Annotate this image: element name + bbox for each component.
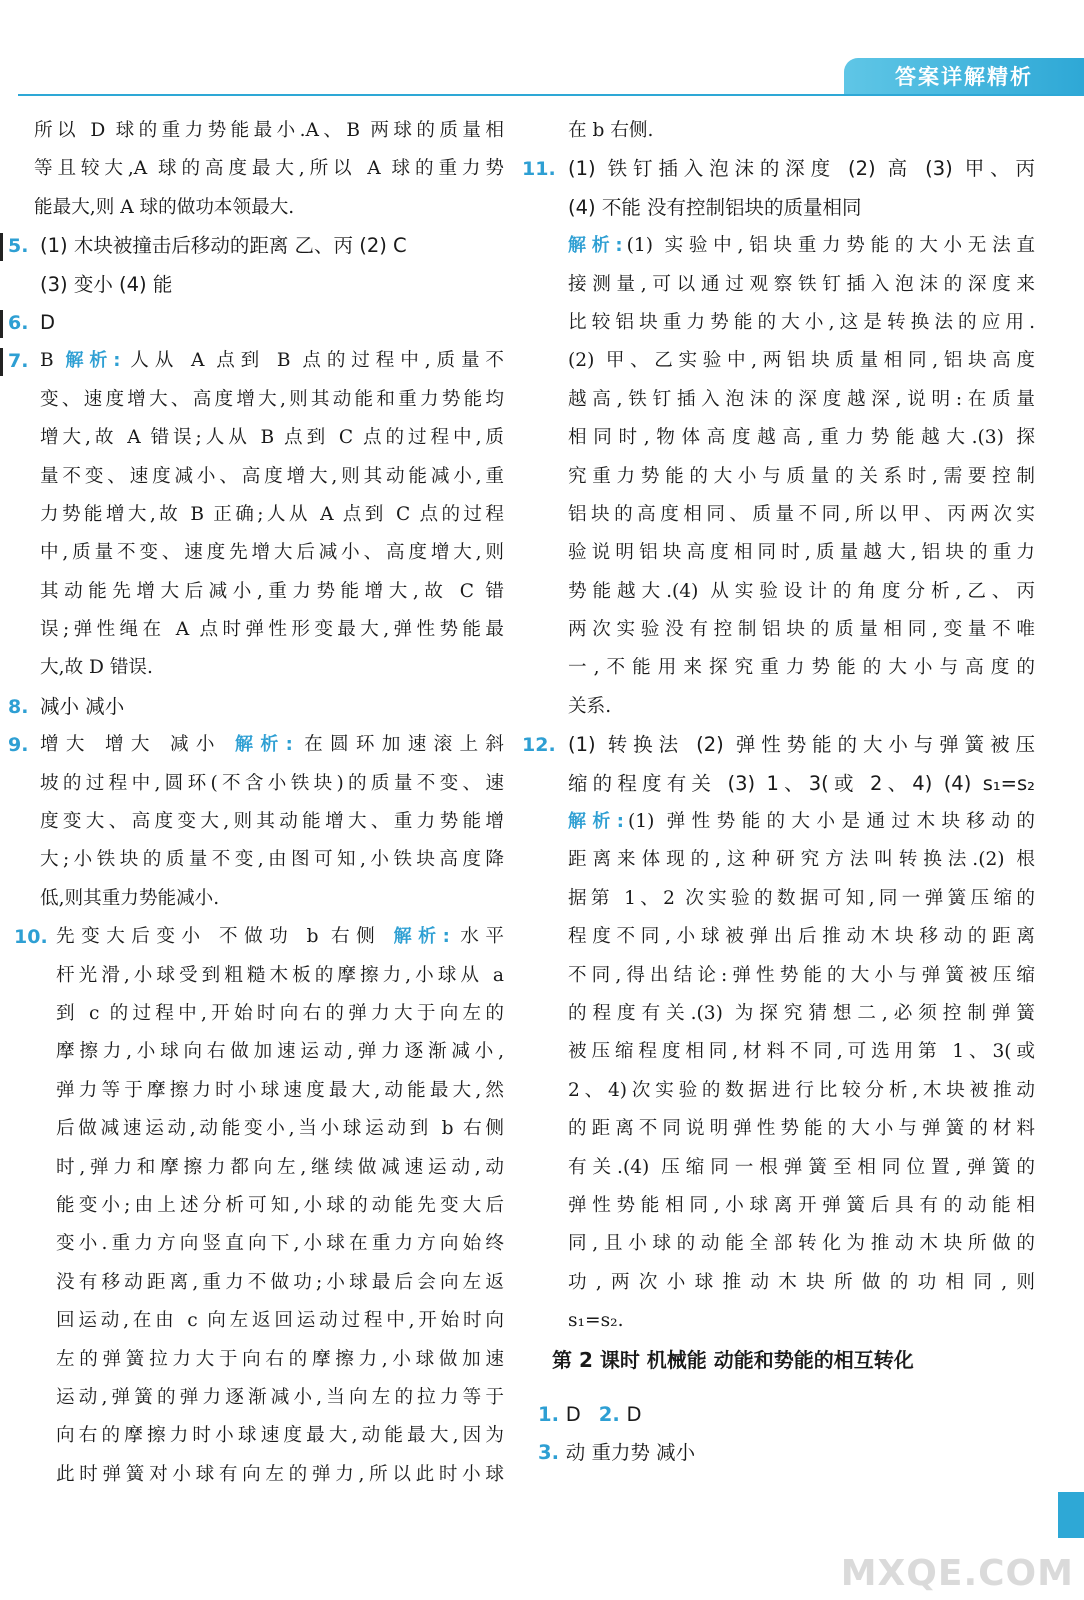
text-line: 力势能增大,故 B 正确;人从 A 点到 C 点的过程: [40, 503, 504, 525]
text-line: 的程度有关.(3) 为探究猜想二,必须控制弹簧: [568, 1002, 1035, 1024]
question-number: 1.: [538, 1403, 566, 1426]
text-line: 接测量,可以通过观察铁钉插入泡沫的深度来: [568, 273, 1035, 295]
text-line: (1) 转换法 (2) 弹性势能的大小与弹簧被压: [568, 733, 1035, 757]
text-line: 变小.重力方向竖直向下,小球在重力方向始终: [56, 1233, 504, 1255]
text-line: 功,两次小球推动木块所做的功相同,则: [568, 1271, 1035, 1293]
text-line: 其动能先增大后减小,重力势能增大,故 C 错: [40, 580, 504, 602]
question-number: 11.: [522, 158, 556, 181]
analysis-tag: 解析:: [568, 811, 624, 833]
text-line: 势能越大.(4) 从实验设计的角度分析,乙、丙: [568, 580, 1035, 602]
text-line: 比较铝块重力势能的大小,这是转换法的应用.: [568, 311, 1035, 333]
text-line: 解析: (1) 弹性势能的大小是通过木块移动的: [568, 811, 1035, 833]
text-line: (1) 木块被撞击后移动的距离 乙、丙 (2) C: [40, 234, 407, 258]
text-line: 减小 减小: [40, 694, 125, 718]
question-number: 2.: [598, 1403, 627, 1426]
answer-entry: [522, 150, 1035, 726]
text-line: 回运动,在由 c 向左返回运动过程中,开始时向: [56, 1310, 504, 1332]
answer-entry: [522, 726, 1035, 1340]
text-line: 等且较大,A 球的高度最大,所以 A 球的重力势: [34, 158, 504, 180]
header-tab: 答案详解精析: [844, 58, 1084, 94]
answer-entry: [8, 726, 504, 918]
margin-mark: [0, 233, 3, 261]
answer-entry: [8, 227, 504, 304]
text-line: 量不变、速度减小、高度增大,则其动能减小,重: [40, 465, 504, 487]
text-line: 铝块的高度相同、质量不同,所以甲、丙两次实: [568, 503, 1035, 525]
margin-mark: [0, 348, 3, 376]
answer-entry: [8, 688, 504, 726]
text-line: D: [40, 310, 56, 334]
question-number: 9.: [8, 734, 29, 757]
text-line: 所以 D 球的重力势能最小.A、B 两球的质量相: [34, 120, 504, 141]
answer-entry: [8, 304, 504, 342]
header-rule: [18, 94, 1084, 96]
text-line: 距离来体现的,这种研究方法叫转换法.(2) 根: [568, 849, 1035, 871]
right-column: [522, 112, 1035, 1341]
text-line: 杆光滑,小球受到粗糙木板的摩擦力,小球从 a: [56, 964, 504, 986]
answer-entry: [14, 918, 504, 1494]
text-line: 解析: (1) 实验中,铝块重力势能的大小无法直: [568, 235, 1035, 257]
answer-entry: [8, 342, 504, 688]
text-line: (2) 甲、乙实验中,两铝块质量相同,铝块高度: [568, 350, 1035, 372]
text-line: 到 c 的过程中,开始时向右的弹力大于向左的: [56, 1002, 504, 1024]
question-number: 5.: [8, 235, 29, 258]
question-number: 12.: [522, 734, 556, 757]
analysis-tag: 解析:: [235, 734, 293, 756]
text-line: (1) 铁钉插入泡沫的深度 (2) 高 (3) 甲、丙: [568, 157, 1035, 181]
text-line: 坡的过程中,圆环(不含小铁块)的质量不变、速: [40, 772, 504, 794]
text-line: 在 b 右侧.: [568, 120, 654, 141]
text-line: 摩擦力,小球向右做加速运动,弹力逐渐减小,: [56, 1041, 504, 1063]
text-line: 向右的摩擦力时小球速度最大,动能最大,因为: [56, 1425, 504, 1447]
text-line: 大,故 D 错误.: [40, 657, 153, 679]
text-line: 越高,铁钉插入泡沫的深度越深,说明:在质量: [568, 388, 1035, 410]
text-line: 变、速度增大、高度增大,则其动能和重力势能均: [40, 388, 504, 410]
text-line: 大;小铁块的质量不变,由图可知,小铁块高度降: [40, 849, 504, 871]
text-line: 两次实验没有控制铝块的质量相同,变量不唯: [568, 619, 1035, 641]
text-line: 运动,弹簧的弹力逐渐减小,当向左的拉力等于: [56, 1386, 504, 1408]
answer-entry: [34, 112, 504, 227]
section-answer-row: 1. D 2. D: [538, 1403, 642, 1426]
left-column: [8, 112, 504, 1494]
analysis-tag: 解析:: [65, 350, 121, 372]
text-line: 程度不同,小球被弹出后推动木块移动的距离: [568, 926, 1035, 948]
text-line: 同,且小球的动能全部转化为推动木块所做的: [568, 1233, 1035, 1255]
text-line: 缩的程度有关 (3) 1、3(或 2、4) (4) s₁=s₂: [568, 771, 1035, 795]
text-line: 一,不能用来探究重力势能的大小与高度的: [568, 657, 1035, 679]
text-line: 能最大,则 A 球的做功本领最大.: [34, 196, 295, 218]
section-answers: [538, 1396, 695, 1473]
watermark: MXQE.COM: [840, 1553, 1074, 1594]
question-number: 6.: [8, 311, 29, 334]
question-number: 7.: [8, 350, 29, 373]
text-line: 增大,故 A 错误;人从 B 点到 C 点的过程中,质: [40, 427, 504, 449]
text-line: 弹力等于摩擦力时小球速度最大,动能最大,然: [56, 1079, 504, 1101]
text-line: 2、4)次实验的数据进行比较分析,木块被推动: [568, 1079, 1035, 1101]
text-line: 度变大、高度变大,则其动能增大、重力势能增: [40, 811, 504, 833]
corner-tab: [1058, 1492, 1084, 1538]
text-line: 没有移动距离,重力不做功;小球最后会向左返: [56, 1271, 504, 1293]
text-line: 有关.(4) 压缩同一根弹簧至相同位置,弹簧的: [568, 1156, 1035, 1178]
text-line: 先变大后变小 不做功 b 右侧 解析: 水平: [56, 926, 504, 948]
text-line: 中,质量不变、速度先增大后减小、高度增大,则: [40, 542, 504, 564]
text-line: 验说明铝块高度相同时,质量越大,铝块的重力: [568, 542, 1035, 564]
text-line: 时,弹力和摩擦力都向左,继续做减速运动,动: [56, 1156, 504, 1178]
question-number: 8.: [8, 695, 29, 718]
text-line: 的距离不同说明弹性势能的大小与弹簧的材料: [568, 1118, 1035, 1140]
text-line: 不同,得出结论:弹性势能的大小与弹簧被压缩: [568, 964, 1035, 986]
text-line: s₁=s₂.: [568, 1310, 624, 1332]
text-line: 据第 1、2 次实验的数据可知,同一弹簧压缩的: [568, 887, 1035, 909]
text-line: 被压缩程度相同,材料不同,可选用第 1、3(或: [568, 1041, 1035, 1063]
text-line: 后做减速运动,动能变小,当小球运动到 b 右侧: [56, 1118, 504, 1140]
text-line: 关系.: [568, 695, 612, 717]
text-line: (4) 不能 没有控制铝块的质量相同: [568, 195, 862, 219]
text-line: B 解析: 人从 A 点到 B 点的过程中,质量不: [40, 350, 504, 372]
question-number: 10.: [14, 926, 48, 949]
margin-mark: [0, 310, 3, 338]
text-line: (3) 变小 (4) 能: [40, 272, 173, 296]
analysis-tag: 解析:: [568, 235, 623, 257]
text-line: 此时弹簧对小球有向左的弹力,所以此时小球: [56, 1463, 504, 1485]
section-answer-row: 3. 动 重力势 减小: [538, 1441, 696, 1465]
question-number: 3.: [538, 1441, 566, 1465]
answer-entry: [560, 112, 1035, 150]
text-line: 相同时,物体高度越高,重力势能越大.(3) 探: [568, 427, 1035, 449]
text-line: 弹性势能相同,小球离开弹簧后具有的动能相: [568, 1194, 1035, 1216]
text-line: 增大 增大 减小 解析: 在圆环加速滚上斜: [40, 734, 504, 756]
text-line: 左的弹簧拉力大于向右的摩擦力,小球做加速: [56, 1348, 504, 1370]
text-line: 低,则其重力势能减小.: [40, 887, 220, 909]
text-line: 究重力势能的大小与质量的关系时,需要控制: [568, 465, 1035, 487]
text-line: 误;弹性绳在 A 点时弹性形变最大,弹性势能最: [40, 619, 504, 641]
text-line: 能变小;由上述分析可知,小球的动能先变大后: [56, 1194, 504, 1216]
analysis-tag: 解析:: [393, 926, 450, 948]
section-heading: 第 2 课时 机械能 动能和势能的相互转化: [552, 1348, 914, 1372]
